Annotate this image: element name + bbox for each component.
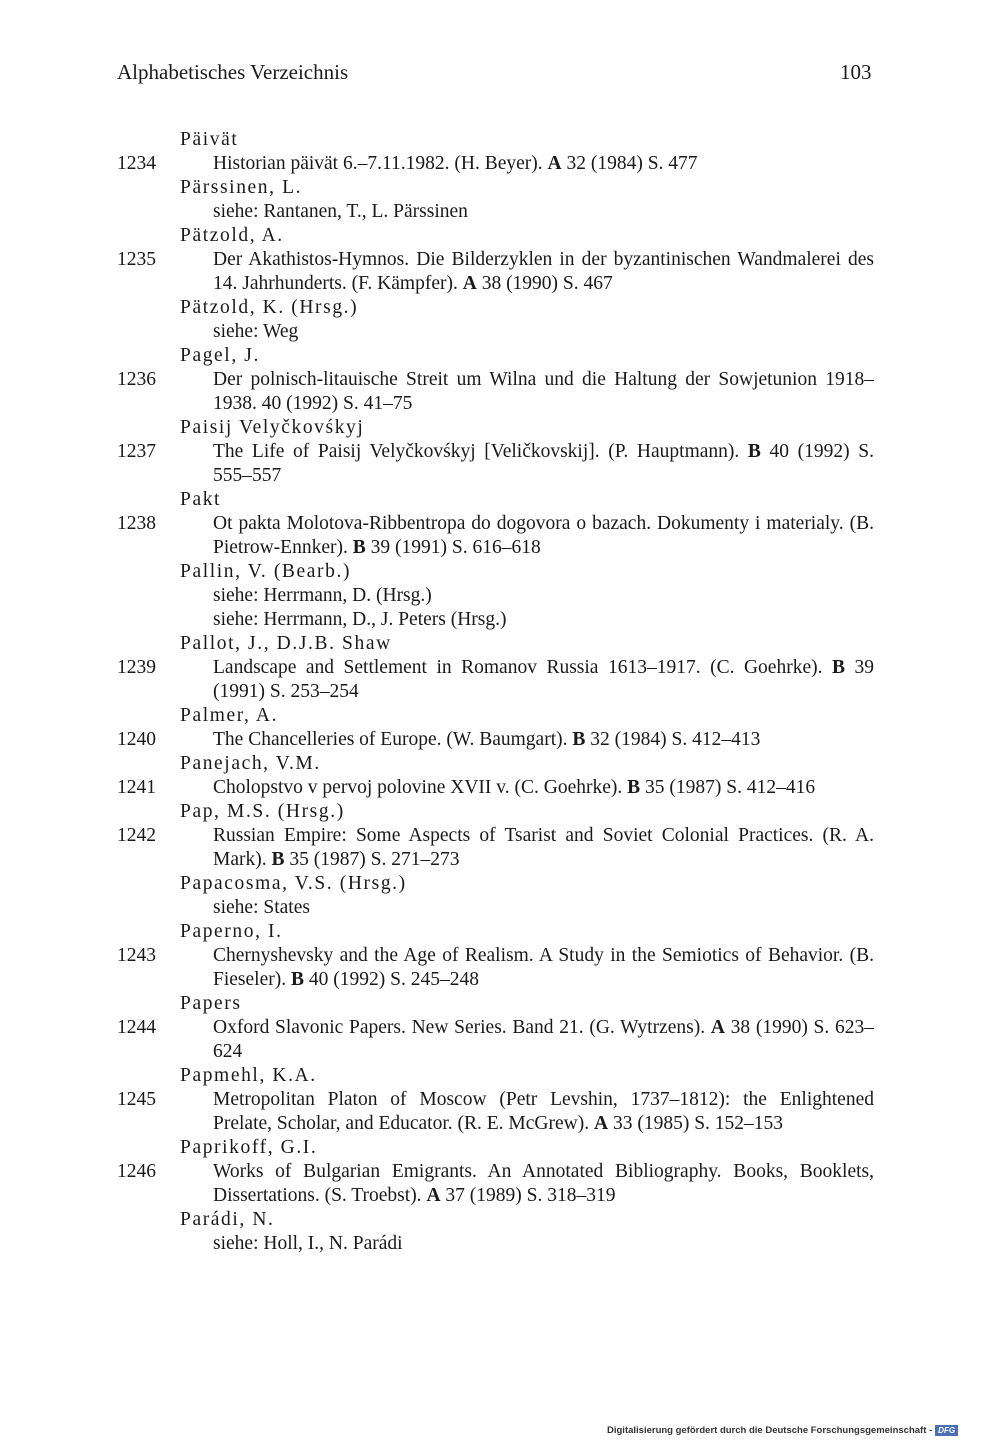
see-reference: siehe: Weg bbox=[213, 321, 299, 342]
entry-text: Russian Empire: Some Aspects of Tsarist and Soviet Colonial Practices. (R. A. Mark). bbox=[213, 825, 874, 870]
entry-reference: 37 (1989) S. 318–319 bbox=[440, 1185, 616, 1206]
entry-heading: Pallot, J., D.J.B. Shaw bbox=[180, 633, 392, 654]
entry-text: Der Akathistos-Hymnos. Die Bilderzyklen in der byzantinischen Wandmalerei des 14. Jahrhunderts. (F. Kämpfer). bbox=[213, 249, 874, 294]
entry-number: 1237 bbox=[117, 441, 156, 462]
entry-heading: Parádi, N. bbox=[180, 1209, 275, 1230]
entry-text: The Life of Paisij Velyčkovśkyj [Veličkovskij]. (P. Hauptmann). bbox=[213, 441, 748, 462]
entry-heading: Papacosma, V.S. (Hrsg.) bbox=[180, 873, 407, 894]
index-entry bbox=[117, 368, 874, 416]
index-entry bbox=[117, 824, 874, 872]
entry-text: Chernyshevsky and the Age of Realism. A Study in the Semiotics of Behavior. (B. Fieseler). bbox=[213, 945, 874, 990]
entry-reference: 39 (1991) S. 616–618 bbox=[365, 537, 541, 558]
entry-reference: 40 (1992) S. 555–557 bbox=[213, 441, 874, 486]
entry-text: Cholopstvo v pervoj polovine XVII v. (C. Goehrke). bbox=[213, 777, 628, 798]
entry-heading: Pärssinen, L. bbox=[180, 177, 303, 198]
entry-heading: Pätzold, K. (Hrsg.) bbox=[180, 297, 359, 318]
entry-number: 1242 bbox=[117, 825, 156, 846]
entry-heading: Panejach, V.M. bbox=[180, 753, 321, 774]
entry-edition: A bbox=[547, 153, 562, 174]
running-header-title: Alphabetisches Verzeichnis bbox=[117, 60, 349, 84]
entry-edition: B bbox=[352, 537, 366, 558]
see-reference: siehe: Holl, I., N. Parádi bbox=[213, 1233, 403, 1254]
entry-number: 1245 bbox=[117, 1089, 156, 1110]
entry-text: Landscape and Settlement in Romanov Russia 1613–1917. (C. Goehrke). bbox=[213, 657, 832, 678]
see-reference: siehe: Herrmann, D., J. Peters (Hrsg.) bbox=[213, 609, 507, 630]
index-entries bbox=[117, 128, 874, 1256]
entry-edition: A bbox=[593, 1113, 609, 1134]
entry-number: 1234 bbox=[117, 153, 156, 174]
index-entry bbox=[117, 1160, 874, 1208]
entry-reference: 35 (1987) S. 412–416 bbox=[640, 777, 816, 798]
entry-heading: Pallin, V. (Bearb.) bbox=[180, 561, 352, 582]
entry-text: Metropolitan Platon of Moscow (Petr Levshin, 1737–1812): the Enlightened Prelate, Scholar, and Educator. (R. E. McGrew). bbox=[213, 1089, 874, 1134]
entry-heading: Paperno, I. bbox=[180, 921, 283, 942]
index-entry bbox=[117, 728, 874, 752]
entry-reference: 39 (1991) S. 253–254 bbox=[213, 657, 875, 702]
entry-heading: Palmer, A. bbox=[180, 705, 279, 726]
dfg-logo-icon: DFG bbox=[935, 1425, 958, 1436]
entry-reference: 32 (1984) S. 412–413 bbox=[585, 729, 761, 750]
entry-heading: Pap, M.S. (Hrsg.) bbox=[180, 801, 345, 822]
entry-heading: Paisij Velyčkovśkyj bbox=[180, 417, 365, 438]
index-entry bbox=[117, 656, 874, 704]
entry-heading: Paprikoff, G.I. bbox=[180, 1137, 318, 1158]
see-reference: siehe: Herrmann, D. (Hrsg.) bbox=[213, 585, 432, 606]
entry-number: 1240 bbox=[117, 729, 156, 750]
entry-edition: B bbox=[747, 441, 761, 462]
entry-heading: Papmehl, K.A. bbox=[180, 1065, 317, 1086]
footer-text: Digitalisierung gefördert durch die Deutsche Forschungsgemeinschaft - bbox=[607, 1425, 933, 1436]
see-reference: siehe: States bbox=[213, 897, 310, 918]
entry-number: 1244 bbox=[117, 1017, 156, 1038]
entry-reference: 32 (1984) S. 477 bbox=[561, 153, 698, 174]
index-entry bbox=[117, 776, 874, 800]
entry-edition: B bbox=[290, 969, 304, 990]
entry-reference: 40 (1992) S. 245–248 bbox=[304, 969, 479, 990]
entry-number: 1238 bbox=[117, 513, 156, 534]
entry-reference: 35 (1987) S. 271–273 bbox=[284, 849, 460, 870]
entry-heading: Pagel, J. bbox=[180, 345, 260, 366]
index-entry bbox=[117, 1088, 874, 1136]
entry-number: 1239 bbox=[117, 657, 156, 678]
entry-number: 1236 bbox=[117, 369, 156, 390]
entry-number: 1235 bbox=[117, 249, 156, 270]
entry-edition: A bbox=[462, 273, 477, 294]
index-entry bbox=[117, 440, 874, 488]
entry-number: 1241 bbox=[117, 777, 156, 798]
entry-text: Oxford Slavonic Papers. New Series. Band 21. (G. Wytrzens). bbox=[213, 1017, 711, 1038]
entry-heading: Papers bbox=[180, 993, 242, 1014]
entry-heading: Pakt bbox=[180, 489, 222, 510]
entry-edition: B bbox=[831, 657, 845, 678]
entry-reference: 38 (1990) S. 467 bbox=[476, 273, 613, 294]
entry-text: Der polnisch-litauische Streit um Wilna und die Haltung der Sowjetunion 1918–1938. 40 (1992) S. 41–75 bbox=[213, 369, 874, 414]
index-entry bbox=[117, 152, 874, 176]
entry-edition: A bbox=[710, 1017, 725, 1038]
entry-reference: 38 (1990) S. 623–624 bbox=[213, 1017, 874, 1062]
entry-number: 1243 bbox=[117, 945, 156, 966]
entry-edition: A bbox=[426, 1185, 441, 1206]
entry-heading: Päivät bbox=[180, 129, 239, 150]
index-entry bbox=[117, 1016, 874, 1064]
index-entry bbox=[117, 944, 874, 992]
entry-edition: B bbox=[572, 729, 586, 750]
index-entry bbox=[117, 512, 874, 560]
entry-reference: 33 (1985) S. 152–153 bbox=[608, 1113, 784, 1134]
entry-text: The Chancelleries of Europe. (W. Baumgart). bbox=[213, 729, 573, 750]
page-number: 103 bbox=[840, 60, 872, 84]
entry-text: Works of Bulgarian Emigrants. An Annotated Bibliography. Books, Booklets, Dissertations. (S. Troebst). bbox=[213, 1161, 874, 1206]
index-entry bbox=[117, 248, 874, 296]
digitization-footer bbox=[607, 1425, 958, 1436]
entry-number: 1246 bbox=[117, 1161, 156, 1182]
entry-edition: B bbox=[271, 849, 285, 870]
see-reference: siehe: Rantanen, T., L. Pärssinen bbox=[213, 201, 468, 222]
entry-heading: Pätzold, A. bbox=[180, 225, 284, 246]
entry-text: Historian päivät 6.–7.11.1982. (H. Beyer). bbox=[213, 153, 548, 174]
entry-text: Ot pakta Molotova-Ribbentropa do dogovora o bazach. Dokumenty i materialy. (B. Pietrow-Ennker). bbox=[213, 513, 874, 558]
entry-edition: B bbox=[627, 777, 641, 798]
